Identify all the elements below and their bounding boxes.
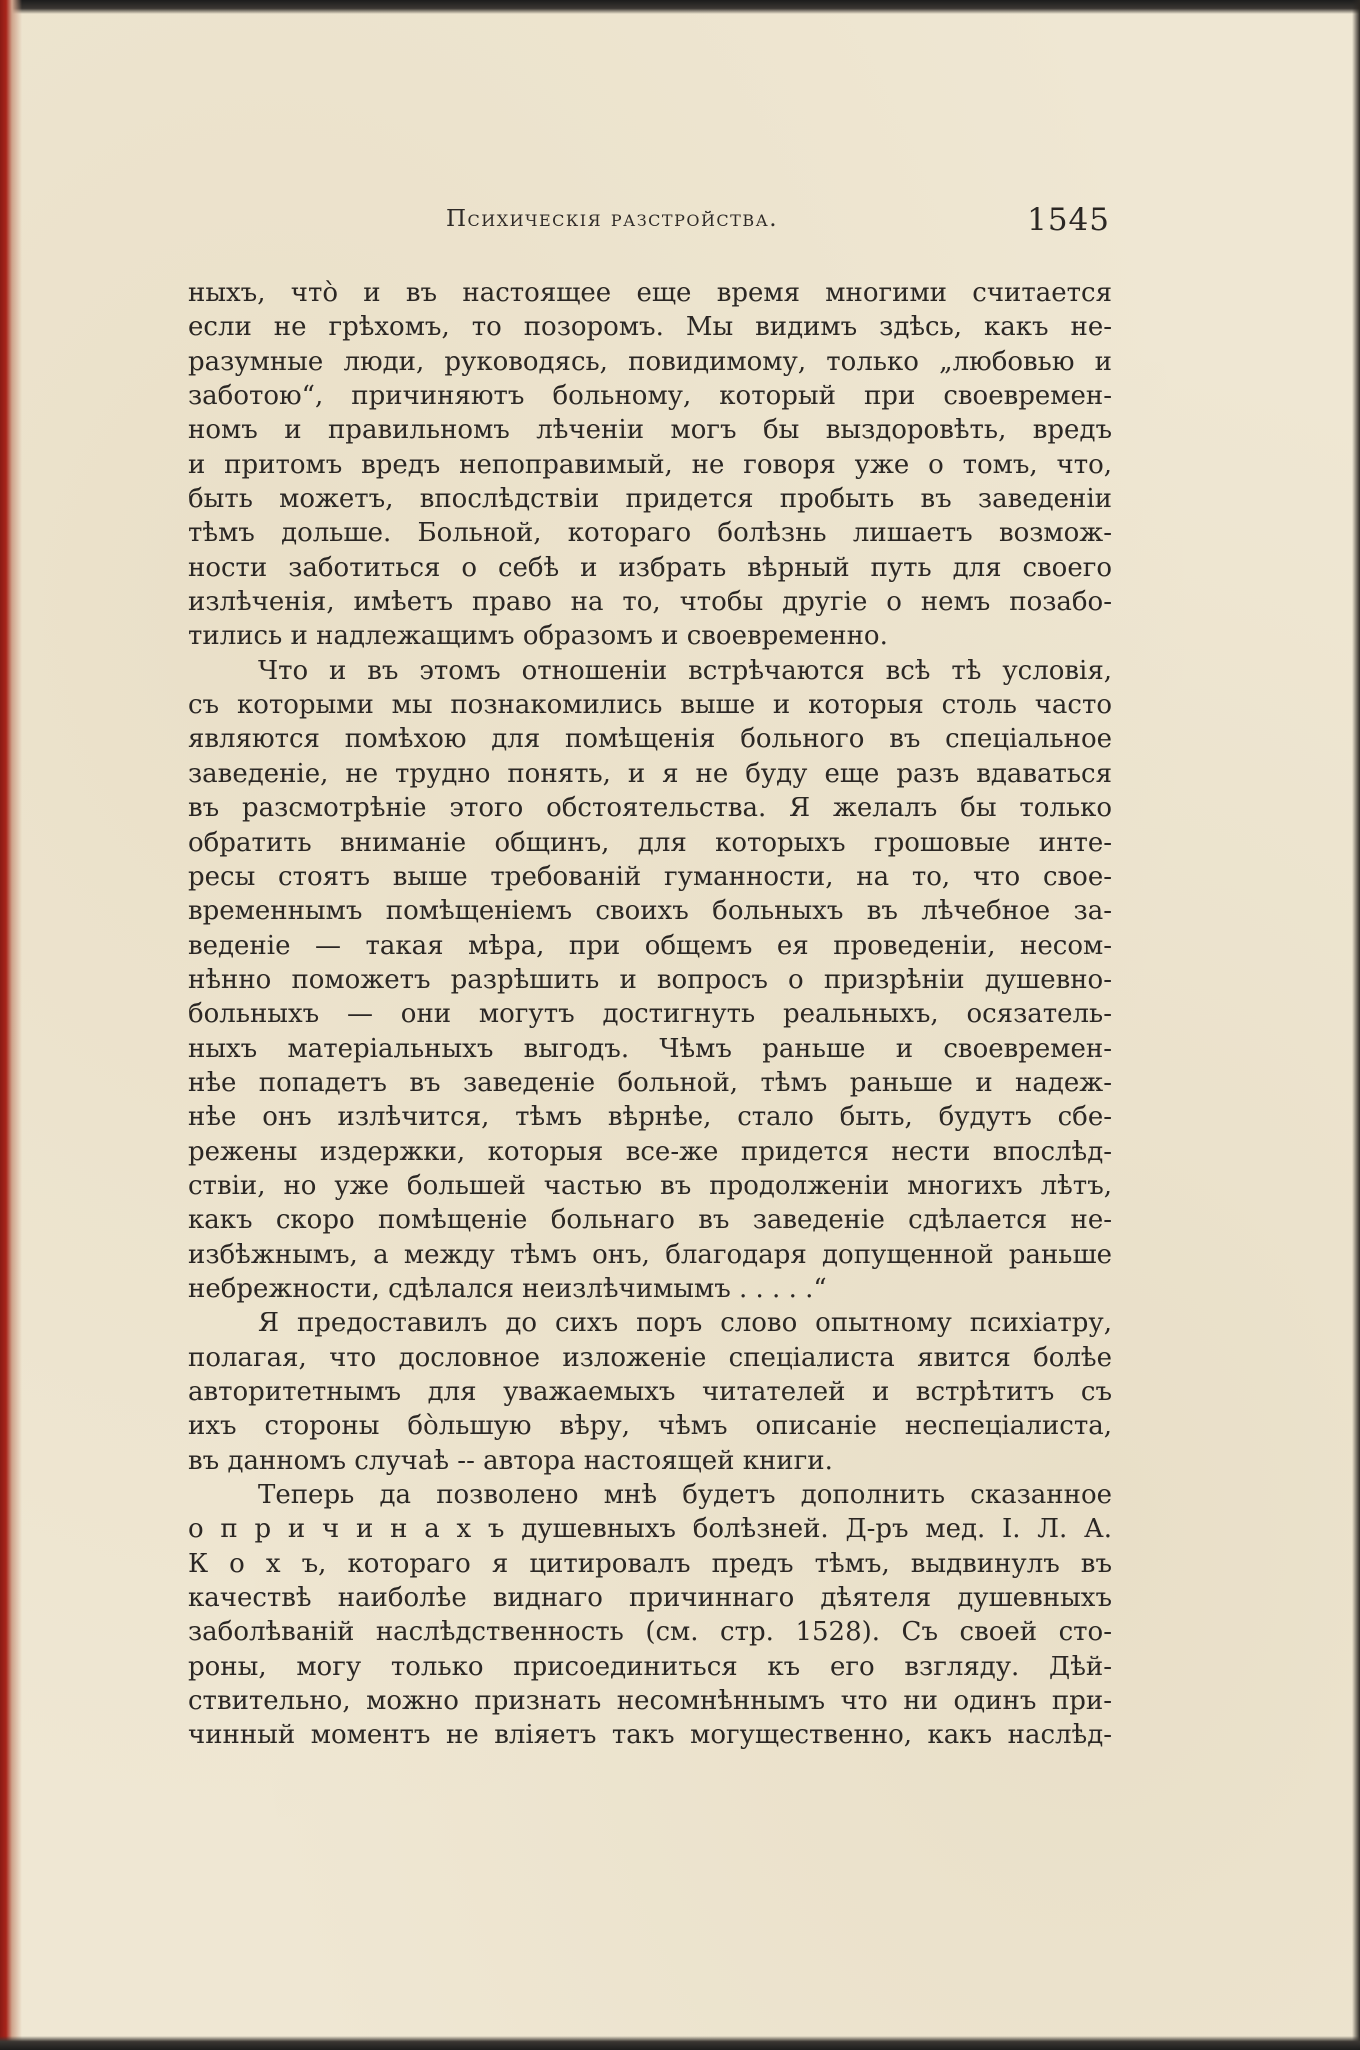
- text-line: качествѣ наиболѣе виднаго причиннаго дѣятеля душевныхъ: [188, 1583, 1112, 1614]
- scan-right-edge: [1352, 0, 1360, 2050]
- text-line: о п р и ч и н а х ъ душевныхъ болѣзней. Д-ръ мед. I. Л. А.: [188, 1514, 1112, 1545]
- text-line: чинный моментъ не вліяетъ такъ могущественно, какъ наслѣд-: [188, 1720, 1112, 1751]
- text-line: являются помѣхою для помѣщенія больного въ спеціальное: [188, 724, 1112, 755]
- text-line: обратить вниманіе общинъ, для которыхъ грошовые инте-: [188, 827, 1112, 858]
- text-line: веденіе — такая мѣра, при общемъ ея проведеніи, несом-: [188, 930, 1112, 961]
- text-line: ныхъ, что̀ и въ настоящее еще время многими считается: [188, 278, 1112, 308]
- text-line: ныхъ матеріальныхъ выгодъ. Чѣмъ раньше и своевремен-: [188, 1033, 1112, 1064]
- text-line: разумные люди, руководясь, повидимому, только „любовью и: [188, 346, 1112, 377]
- text-line: ности заботиться о себѣ и избрать вѣрный путь для своего: [188, 552, 1112, 583]
- text-line: избѣжнымъ, а между тѣмъ онъ, благодаря допущенной раньше: [188, 1239, 1112, 1270]
- text-line: заботою“, причиняютъ больному, который при своевремен-: [188, 381, 1112, 412]
- text-line: нѣнно поможетъ разрѣшить и вопросъ о призрѣніи душевно-: [188, 964, 1112, 995]
- running-title: Психическія разстройства.: [446, 206, 779, 232]
- text-line: нѣе онъ излѣчится, тѣмъ вѣрнѣе, стало быть, будутъ сбе-: [188, 1102, 1112, 1133]
- text-line: заболѣваній наслѣдственность (см. стр. 1528). Съ своей сто-: [188, 1617, 1112, 1648]
- text-line: роны, могу только присоединиться къ его взгляду. Дѣй-: [188, 1651, 1112, 1682]
- text-line: небрежности, сдѣлался неизлѣчимымъ . . . . .“: [188, 1273, 827, 1304]
- text-line: Теперь да позволено мнѣ будетъ дополнить сказанное: [258, 1480, 1112, 1511]
- page-binding-edge: [0, 0, 22, 2050]
- text-line: авторитетнымъ для уважаемыхъ читателей и встрѣтитъ съ: [188, 1377, 1112, 1407]
- scan-top-edge: [0, 0, 1360, 14]
- page-number: 1545: [1027, 202, 1110, 238]
- text-line: какъ скоро помѣщеніе больнаго въ заведеніе сдѣлается не-: [188, 1205, 1112, 1236]
- page-header: [446, 202, 1110, 242]
- text-line: ихъ стороны бо̀льшую вѣру, чѣмъ описаніе неспеціалиста,: [188, 1411, 1112, 1442]
- text-line: тились и надлежащимъ образомъ и своевременно.: [188, 621, 888, 652]
- text-line: ресы стоятъ выше требованій гуманности, на то, что свое-: [188, 861, 1112, 892]
- text-line: номъ и правильномъ лѣченіи могъ бы выздоровѣть, вредъ: [188, 415, 1112, 446]
- text-line: К о х ъ, котораго я цитировалъ предъ тѣмъ, выдвинулъ въ: [188, 1548, 1112, 1579]
- text-line: нѣе попадетъ въ заведеніе больной, тѣмъ раньше и надеж-: [188, 1067, 1112, 1098]
- text-line: Что и въ этомъ отношеніи встрѣчаются всѣ тѣ условія,: [258, 655, 1112, 686]
- text-line: если не грѣхомъ, то позоромъ. Мы видимъ здѣсь, какъ не-: [188, 312, 1112, 343]
- text-line: Я предоставилъ до сихъ поръ слово опытному психіатру,: [258, 1308, 1112, 1339]
- text-line: и притомъ вредъ непоправимый, не говоря уже о томъ, что,: [188, 449, 1112, 480]
- text-line: въ разсмотрѣніе этого обстоятельства. Я желалъ бы только: [188, 793, 1112, 824]
- text-line: временнымъ помѣщеніемъ своихъ больныхъ въ лѣчебное за-: [188, 896, 1112, 927]
- text-line: ствительно, можно признать несомнѣннымъ что ни одинъ при-: [188, 1686, 1112, 1717]
- text-line: заведеніе, не трудно понять, и я не буду еще разъ вдаваться: [188, 758, 1112, 789]
- text-line: быть можетъ, впослѣдствіи придется пробыть въ заведеніи: [188, 484, 1112, 515]
- text-line: полагая, что дословное изложеніе спеціалиста явится болѣе: [188, 1342, 1112, 1373]
- text-line: съ которыми мы познакомились выше и которыя столь часто: [188, 690, 1112, 721]
- text-line: больныхъ — они могутъ достигнуть реальныхъ, осязатель-: [188, 999, 1112, 1030]
- scan-bottom-edge: [0, 2036, 1360, 2050]
- body-text: [188, 276, 1112, 1753]
- text-line: ствіи, но уже большей частью въ продолженіи многихъ лѣтъ,: [188, 1170, 1112, 1201]
- text-line: режены издержки, которыя все-же придется нести впослѣд-: [188, 1136, 1112, 1167]
- text-line: излѣченія, имѣетъ право на то, чтобы другіе о немъ позабо-: [188, 587, 1112, 618]
- text-line: въ данномъ случаѣ -- автора настоящей книги.: [188, 1445, 833, 1476]
- text-line: тѣмъ дольше. Больной, котораго болѣзнь лишаетъ возмож-: [188, 518, 1112, 549]
